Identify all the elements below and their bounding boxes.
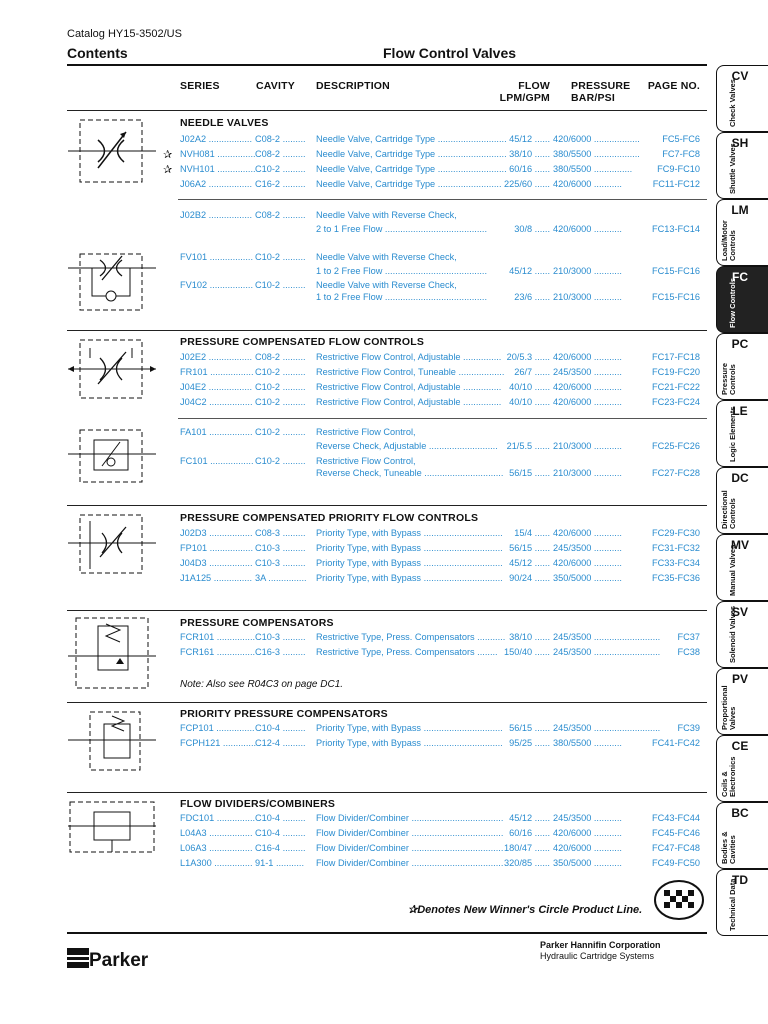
pressure-cell: 350/5000 ........... bbox=[553, 858, 622, 868]
description-cell: Needle Valve with Reverse Check, bbox=[316, 252, 457, 262]
catalog-number: Catalog HY15-3502/US bbox=[67, 28, 182, 40]
section-title-pcpfc: PRESSURE COMPENSATED PRIORITY FLOW CONTROLS bbox=[180, 512, 479, 524]
flow-cell: 320/85 ...... bbox=[504, 858, 550, 868]
section-divider bbox=[67, 110, 707, 111]
tab-code: SV bbox=[731, 605, 748, 619]
series-cell: FCR161 ............... bbox=[180, 647, 256, 657]
tab-label: Bodies & Cavities bbox=[720, 831, 737, 864]
table-row bbox=[180, 558, 700, 573]
description-cell: Needle Valve with Reverse Check, bbox=[316, 210, 457, 220]
table-row bbox=[180, 813, 700, 828]
table-row bbox=[180, 397, 700, 412]
pressure-cell: 420/6000 ........... bbox=[553, 224, 622, 234]
flow-cell: 30/8 ...... bbox=[514, 224, 550, 234]
pressure-cell: 350/5000 ........... bbox=[553, 573, 622, 583]
table-row bbox=[180, 210, 700, 225]
note-text: Note: Also see R04C3 on page DC1. bbox=[180, 679, 344, 690]
page-link[interactable]: FC41-FC42 bbox=[652, 738, 700, 748]
tab-code: CV bbox=[731, 69, 749, 83]
tab-cv[interactable] bbox=[716, 65, 768, 132]
pressure-cell: 420/6000 ........... bbox=[553, 179, 622, 189]
series-cell: FCR101 ............... bbox=[180, 632, 256, 642]
page-link[interactable]: FC37 bbox=[677, 632, 700, 642]
table-row bbox=[180, 468, 700, 483]
table-row bbox=[180, 528, 700, 543]
pressure-cell: 210/3000 ........... bbox=[553, 266, 622, 276]
tab-mv[interactable] bbox=[716, 534, 768, 601]
table-row bbox=[180, 632, 700, 647]
cavity-cell: C10-2 ......... bbox=[255, 427, 306, 437]
table-row bbox=[180, 647, 700, 662]
flow-cell: 56/15 ...... bbox=[509, 543, 550, 553]
division-name: Hydraulic Cartridge Systems bbox=[540, 951, 655, 961]
tab-code: TD bbox=[732, 873, 748, 887]
description-cell: Reverse Check, Tuneable ............................... bbox=[316, 468, 504, 478]
tab-label: Coils & Electronics bbox=[720, 756, 737, 797]
table-row bbox=[180, 858, 700, 873]
tab-lm[interactable] bbox=[716, 199, 768, 266]
flow-cell: 90/24 ...... bbox=[509, 573, 550, 583]
table-row bbox=[180, 179, 700, 194]
page-link[interactable]: FC5-FC6 bbox=[662, 134, 700, 144]
pressure-cell: 245/3500 .......................... bbox=[553, 647, 661, 657]
page-link[interactable]: FC19-FC20 bbox=[652, 367, 700, 377]
description-cell: Flow Divider/Combiner .................................... bbox=[316, 858, 504, 868]
flow-cell: 56/15 ...... bbox=[509, 723, 550, 733]
page-link[interactable]: FC9-FC10 bbox=[657, 164, 700, 174]
cavity-cell: C10-2 ......... bbox=[255, 456, 306, 466]
flow-divider-symbol bbox=[68, 800, 156, 854]
page-link[interactable]: FC25-FC26 bbox=[652, 441, 700, 451]
description-cell: Priority Type, with Bypass ............................... bbox=[316, 573, 503, 583]
series-cell: FV101 ................. bbox=[180, 252, 254, 262]
pressure-cell: 380/5500 ............... bbox=[553, 164, 633, 174]
cavity-cell: C10-2 ......... bbox=[255, 164, 306, 174]
svg-text:Parker: Parker bbox=[89, 950, 149, 971]
pressure-cell: 420/6000 ........... bbox=[553, 828, 622, 838]
description-cell: Priority Type, with Bypass ............................... bbox=[316, 543, 503, 553]
page-link[interactable]: FC33-FC34 bbox=[652, 558, 700, 568]
cavity-cell: C10-4 ......... bbox=[255, 723, 306, 733]
series-cell: J04D3 ................. bbox=[180, 558, 253, 568]
tab-label: Shuttle Valves bbox=[728, 143, 737, 194]
series-cell: L06A3 ................. bbox=[180, 843, 253, 853]
cavity-cell: C10-2 ......... bbox=[255, 397, 306, 407]
series-cell: FDC101 ............... bbox=[180, 813, 256, 823]
flow-cell: 45/12 ...... bbox=[509, 558, 550, 568]
page-link[interactable]: FC38 bbox=[677, 647, 700, 657]
priority-compensator-symbol bbox=[68, 710, 156, 772]
series-cell: L1A300 ............... bbox=[180, 858, 253, 868]
pressure-cell: 420/6000 ........... bbox=[553, 352, 622, 362]
tab-sh[interactable] bbox=[716, 132, 768, 199]
parker-logo bbox=[67, 944, 153, 972]
page-title: Flow Control Valves bbox=[383, 45, 517, 61]
page-link[interactable]: FC27-FC28 bbox=[652, 468, 700, 478]
series-cell: J02B2 ................. bbox=[180, 210, 252, 220]
pressure-cell: 210/3000 ........... bbox=[553, 468, 622, 478]
flow-control-check-symbol bbox=[68, 428, 156, 484]
section-divider bbox=[67, 610, 707, 611]
series-cell: J04E2 ................. bbox=[180, 382, 252, 392]
tab-fc[interactable] bbox=[716, 266, 768, 333]
tab-code: PC bbox=[731, 337, 749, 351]
pressure-cell: 420/6000 ........... bbox=[553, 528, 622, 538]
flow-cell: 95/25 ...... bbox=[509, 738, 550, 748]
pressure-cell: 380/5500 ........... bbox=[553, 738, 622, 748]
table-row bbox=[180, 352, 700, 367]
needle-valve-symbol bbox=[68, 118, 156, 184]
pressure-cell: 245/3500 .......................... bbox=[553, 632, 661, 642]
cavity-cell: C16-2 ......... bbox=[255, 179, 306, 189]
page-link[interactable]: FC35-FC36 bbox=[652, 573, 700, 583]
description-cell: Restrictive Flow Control, Adjustable ............... bbox=[316, 352, 502, 362]
tab-ce[interactable] bbox=[716, 735, 768, 802]
winners-circle-star-icon: ✰ bbox=[163, 164, 173, 176]
description-cell: Restrictive Type, Press. Compensators ........... bbox=[316, 632, 506, 642]
series-cell: NVH081 ............... bbox=[180, 149, 256, 159]
tab-code: FC bbox=[732, 270, 748, 284]
tab-label: Directional Controls bbox=[720, 490, 737, 529]
page-link[interactable]: FC15-FC16 bbox=[652, 292, 700, 302]
pressure-cell: 245/3500 ........... bbox=[553, 813, 622, 823]
description-cell: Restrictive Flow Control, bbox=[316, 427, 416, 437]
pressure-cell: 420/6000 .................. bbox=[553, 134, 640, 144]
page-link[interactable]: FC45-FC46 bbox=[652, 828, 700, 838]
description-cell: Needle Valve, Cartridge Type ......................... bbox=[316, 179, 502, 189]
cavity-cell: C10-2 ......... bbox=[255, 252, 306, 262]
flow-cell: 56/15 ...... bbox=[509, 468, 550, 478]
table-row bbox=[180, 543, 700, 558]
table-row bbox=[180, 738, 700, 753]
cavity-cell: C08-2 ......... bbox=[255, 134, 306, 144]
flow-cell: 20/5.3 ...... bbox=[506, 352, 550, 362]
table-row bbox=[180, 427, 700, 442]
page-link[interactable]: FC21-FC22 bbox=[652, 382, 700, 392]
section-title-needle: NEEDLE VALVES bbox=[180, 117, 269, 129]
cavity-cell: C10-4 ......... bbox=[255, 828, 306, 838]
flow-cell: 40/10 ...... bbox=[509, 397, 550, 407]
description-cell: Needle Valve, Cartridge Type ........................... bbox=[316, 164, 507, 174]
page-link[interactable]: FC13-FC14 bbox=[652, 224, 700, 234]
tab-label: Technical Data bbox=[728, 878, 737, 931]
tab-label: Solenoid Valves bbox=[728, 605, 737, 663]
tab-code: CE bbox=[731, 739, 749, 753]
tab-label: Pressure Controls bbox=[720, 362, 737, 395]
series-cell: FR101 ................. bbox=[180, 367, 254, 377]
description-cell: Priority Type, with Bypass ............................... bbox=[316, 723, 503, 733]
pressure-cell: 420/6000 ........... bbox=[553, 382, 622, 392]
cavity-cell: 3A ............... bbox=[255, 573, 307, 583]
table-row bbox=[180, 843, 700, 858]
tab-bc[interactable] bbox=[716, 802, 768, 869]
page-link[interactable]: FC43-FC44 bbox=[652, 813, 700, 823]
col-page: PAGE NO. bbox=[647, 80, 700, 92]
cavity-cell: C08-3 ......... bbox=[255, 528, 306, 538]
page-link[interactable]: FC23-FC24 bbox=[652, 397, 700, 407]
flow-cell: 23/6 ...... bbox=[514, 292, 550, 302]
col-flow: FLOW LPM/GPM bbox=[499, 80, 550, 104]
series-cell: FCP101 ............... bbox=[180, 723, 255, 733]
tab-code: BC bbox=[731, 806, 749, 820]
tab-le[interactable] bbox=[716, 400, 768, 467]
series-cell: J02D3 ................. bbox=[180, 528, 253, 538]
flow-cell: 26/7 ...... bbox=[514, 367, 550, 377]
page-link[interactable]: FC49-FC50 bbox=[652, 858, 700, 868]
cavity-cell: C10-4 ......... bbox=[255, 813, 306, 823]
tab-code: LE bbox=[732, 404, 748, 418]
flow-cell: 180/47 ...... bbox=[504, 843, 550, 853]
cavity-cell: C10-2 ......... bbox=[255, 382, 306, 392]
table-row bbox=[180, 164, 700, 179]
col-pressure: PRESSURE BAR/PSI bbox=[571, 80, 631, 104]
table-row bbox=[180, 252, 700, 267]
table-row bbox=[180, 224, 700, 239]
tab-label: Flow Controls bbox=[728, 278, 737, 328]
flow-control-symbol bbox=[68, 338, 156, 400]
winners-circle-legend: ✰Denotes New Winner's Circle Product Line. bbox=[408, 904, 643, 916]
section-divider bbox=[67, 702, 707, 703]
pressure-cell: 420/6000 ........... bbox=[553, 397, 622, 407]
description-cell: 2 to 1 Free Flow ........................................ bbox=[316, 224, 488, 234]
tab-td[interactable] bbox=[716, 869, 768, 936]
description-cell: Needle Valve, Cartridge Type ........................... bbox=[316, 149, 507, 159]
tab-pc[interactable] bbox=[716, 333, 768, 400]
table-row bbox=[180, 292, 700, 307]
cavity-cell: C12-4 ......... bbox=[255, 738, 306, 748]
flow-cell: 38/10 ...... bbox=[509, 632, 550, 642]
cavity-cell: C10-2 ......... bbox=[255, 367, 306, 377]
tab-label: Logic Elements bbox=[728, 406, 737, 462]
section-divider bbox=[67, 505, 707, 506]
tab-label: Load/Motor Controls bbox=[720, 220, 737, 261]
flow-cell: 60/16 ...... bbox=[509, 164, 550, 174]
flow-cell: 225/60 ...... bbox=[504, 179, 550, 189]
cavity-cell: C10-2 ......... bbox=[255, 280, 306, 290]
company-name: Parker Hannifin Corporation bbox=[540, 940, 661, 950]
series-cell: FC101 ................. bbox=[180, 456, 254, 466]
series-cell: FP101 ................. bbox=[180, 543, 254, 553]
description-cell: Needle Valve with Reverse Check, bbox=[316, 280, 457, 290]
page-link[interactable]: FC7-FC8 bbox=[662, 149, 700, 159]
table-row bbox=[180, 367, 700, 382]
pressure-cell: 245/3500 ........... bbox=[553, 367, 622, 377]
series-cell: FCPH121 ............. bbox=[180, 738, 257, 748]
pressure-compensator-symbol bbox=[68, 616, 156, 690]
table-row bbox=[180, 441, 700, 456]
series-cell: J02E2 ................. bbox=[180, 352, 252, 362]
tab-code: LM bbox=[731, 203, 749, 217]
cavity-cell: C16-4 ......... bbox=[255, 843, 306, 853]
cavity-cell: C08-2 ......... bbox=[255, 210, 306, 220]
description-cell: Priority Type, with Bypass ............................... bbox=[316, 558, 503, 568]
description-cell: Needle Valve, Cartridge Type ........................... bbox=[316, 134, 507, 144]
pressure-cell: 420/6000 ........... bbox=[553, 558, 622, 568]
tab-code: MV bbox=[731, 538, 749, 552]
section-title-pc: PRESSURE COMPENSATORS bbox=[180, 617, 334, 629]
table-row bbox=[180, 573, 700, 588]
cavity-cell: C10-3 ......... bbox=[255, 558, 306, 568]
cavity-cell: C10-3 ......... bbox=[255, 632, 306, 642]
series-cell: J02A2 ................. bbox=[180, 134, 252, 144]
series-cell: FV102 ................. bbox=[180, 280, 254, 290]
tab-label: Manual Valves bbox=[728, 544, 737, 596]
winners-circle-star-icon: ✰ bbox=[408, 904, 418, 916]
series-cell: J06A2 ................. bbox=[180, 179, 252, 189]
description-cell: Priority Type, with Bypass ............................... bbox=[316, 528, 503, 538]
series-cell: NVH101 ............... bbox=[180, 164, 256, 174]
table-row bbox=[180, 266, 700, 281]
pressure-cell: 420/6000 ........... bbox=[553, 843, 622, 853]
winners-circle-star-icon: ✰ bbox=[163, 149, 173, 161]
sub-divider bbox=[178, 199, 707, 200]
col-series: SERIES bbox=[180, 80, 220, 92]
page-link[interactable]: FC11-FC12 bbox=[652, 179, 700, 189]
winners-circle-badge-icon bbox=[654, 880, 704, 920]
description-cell: Priority Type, with Bypass ............................... bbox=[316, 738, 503, 748]
tab-label: Check Valves bbox=[728, 79, 737, 127]
section-title-fd: FLOW DIVIDERS/COMBINERS bbox=[180, 798, 336, 810]
description-cell: Flow Divider/Combiner .................................... bbox=[316, 828, 504, 838]
pressure-cell: 245/3500 .......................... bbox=[553, 723, 661, 733]
cavity-cell: 91-1 ........... bbox=[255, 858, 305, 868]
description-cell: Reverse Check, Adjustable ........................... bbox=[316, 441, 498, 451]
table-row bbox=[180, 134, 700, 149]
series-cell: J04C2 ................. bbox=[180, 397, 253, 407]
page-link[interactable]: FC15-FC16 bbox=[652, 266, 700, 276]
description-cell: Restrictive Flow Control, bbox=[316, 456, 416, 466]
section-divider bbox=[67, 792, 707, 793]
page-link[interactable]: FC47-FC48 bbox=[652, 843, 700, 853]
pressure-cell: 210/3000 ........... bbox=[553, 292, 622, 302]
col-cavity: CAVITY bbox=[256, 80, 295, 92]
series-cell: L04A3 ................. bbox=[180, 828, 253, 838]
flow-cell: 45/12 ...... bbox=[509, 134, 550, 144]
table-row bbox=[180, 723, 700, 738]
flow-cell: 38/10 ...... bbox=[509, 149, 550, 159]
section-divider bbox=[67, 330, 707, 331]
tab-code: DC bbox=[731, 471, 749, 485]
flow-cell: 45/12 ...... bbox=[509, 266, 550, 276]
tab-pv[interactable] bbox=[716, 668, 768, 735]
col-description: DESCRIPTION bbox=[316, 80, 390, 92]
pressure-cell: 210/3000 ........... bbox=[553, 441, 622, 451]
sub-divider bbox=[178, 418, 707, 419]
flow-cell: 150/40 ...... bbox=[504, 647, 550, 657]
description-cell: Flow Divider/Combiner .................................... bbox=[316, 813, 504, 823]
cavity-cell: C08-2 ......... bbox=[255, 352, 306, 362]
pressure-cell: 380/5500 .................. bbox=[553, 149, 640, 159]
flow-cell: 60/16 ...... bbox=[509, 828, 550, 838]
needle-check-symbol bbox=[68, 252, 156, 312]
description-cell: Restrictive Flow Control, Tuneable .................. bbox=[316, 367, 505, 377]
table-row bbox=[180, 382, 700, 397]
description-cell: 1 to 2 Free Flow ........................................ bbox=[316, 266, 488, 276]
description-cell: Restrictive Flow Control, Adjustable ............... bbox=[316, 397, 502, 407]
page-link[interactable]: FC31-FC32 bbox=[652, 543, 700, 553]
description-cell: Restrictive Flow Control, Adjustable ............... bbox=[316, 382, 502, 392]
page-link[interactable]: FC17-FC18 bbox=[652, 352, 700, 362]
tab-code: PV bbox=[731, 672, 748, 686]
series-cell: FA101 ................. bbox=[180, 427, 253, 437]
top-divider bbox=[67, 64, 707, 66]
flow-cell: 40/10 ...... bbox=[509, 382, 550, 392]
page-link[interactable]: FC39 bbox=[677, 723, 700, 733]
tab-dc[interactable] bbox=[716, 467, 768, 534]
bottom-divider bbox=[67, 932, 707, 934]
contents-heading: Contents bbox=[67, 45, 128, 61]
flow-cell: 45/12 ...... bbox=[509, 813, 550, 823]
section-title-pcfc: PRESSURE COMPENSATED FLOW CONTROLS bbox=[180, 336, 425, 348]
page-link[interactable]: FC29-FC30 bbox=[652, 528, 700, 538]
priority-flow-control-symbol bbox=[68, 513, 156, 577]
cavity-cell: C10-3 ......... bbox=[255, 543, 306, 553]
tab-sv[interactable] bbox=[716, 601, 768, 668]
description-cell: Restrictive Type, Press. Compensators ........ bbox=[316, 647, 498, 657]
flow-cell: 15/4 ...... bbox=[514, 528, 550, 538]
table-row bbox=[180, 828, 700, 843]
section-title-ppc: PRIORITY PRESSURE COMPENSATORS bbox=[180, 708, 388, 720]
tab-code: SH bbox=[731, 136, 749, 150]
description-cell: 1 to 2 Free Flow ........................................ bbox=[316, 292, 488, 302]
description-cell: Flow Divider/Combiner .................................... bbox=[316, 843, 504, 853]
tab-label: Proportional Valves bbox=[720, 685, 737, 730]
cavity-cell: C16-3 ......... bbox=[255, 647, 306, 657]
table-row bbox=[180, 149, 700, 164]
cavity-cell: C08-2 ......... bbox=[255, 149, 306, 159]
flow-cell: 21/5.5 ...... bbox=[506, 441, 550, 451]
pressure-cell: 245/3500 ........... bbox=[553, 543, 622, 553]
series-cell: J1A125 ............... bbox=[180, 573, 253, 583]
